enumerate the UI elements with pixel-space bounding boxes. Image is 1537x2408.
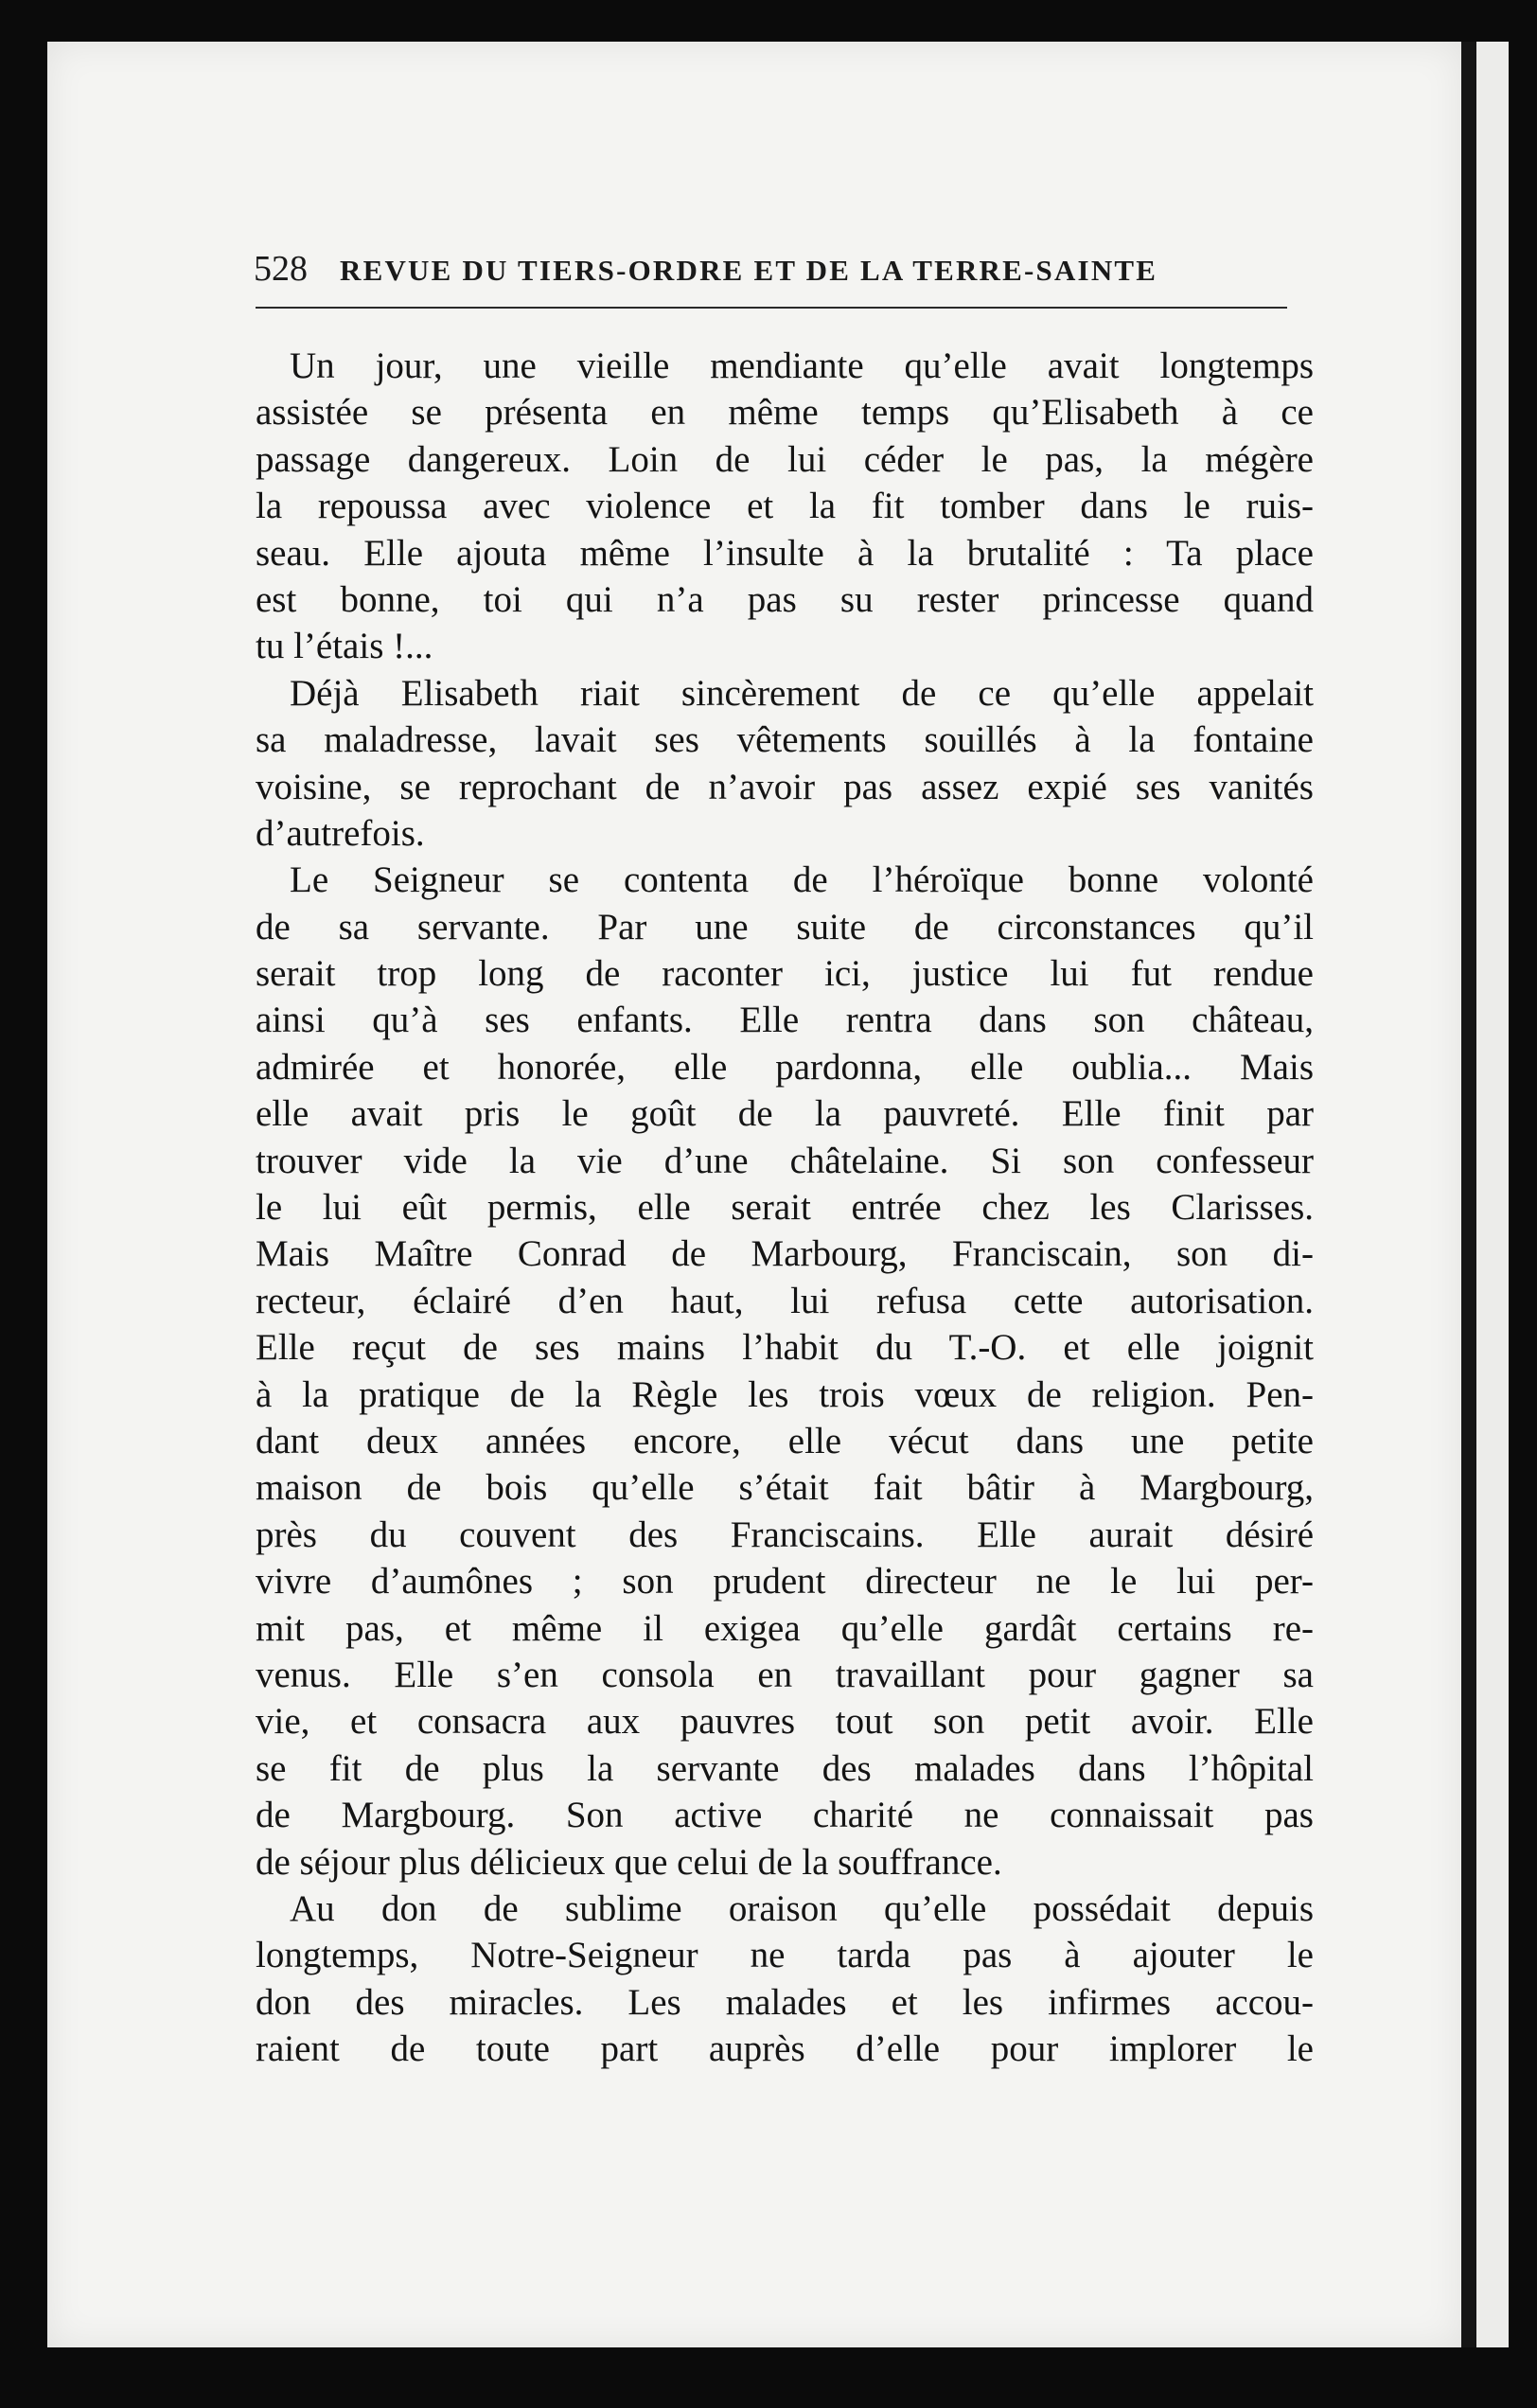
- text-line: vie, et consacra aux pauvres tout son petit avoir. Elle: [256, 1701, 1314, 1743]
- text-line: longtemps, Notre-Seigneur ne tarda pas à ajouter le: [256, 1935, 1314, 1976]
- text-line: tu l’étais !...: [256, 626, 433, 667]
- text-line: ainsi qu’à ses enfants. Elle rentra dans son château,: [256, 1000, 1314, 1041]
- text-line: d’autrefois.: [256, 812, 425, 854]
- text-line: trouver vide la vie d’une châtelaine. Si son confesseur: [256, 1140, 1314, 1181]
- text-line: assistée se présenta en même temps qu’Elisabeth à ce: [256, 392, 1314, 434]
- text-line: Déjà Elisabeth riait sincèrement de ce qu’elle appelait: [290, 672, 1314, 714]
- text-line: recteur, éclairé d’en haut, lui refusa cette autorisation.: [256, 1280, 1314, 1321]
- text-line: passage dangereux. Loin de lui céder le pas, la mégère: [256, 438, 1314, 480]
- text-line: la repoussa avec violence et la fit tomber dans le ruis-: [256, 486, 1314, 527]
- text-line: seau. Elle ajouta même l’insulte à la brutalité : Ta place: [256, 532, 1314, 574]
- text-line: de sa servante. Par une suite de circonstances qu’il: [256, 906, 1314, 947]
- text-line: de séjour plus délicieux que celui de la souffrance.: [256, 1841, 1002, 1883]
- paragraph: [256, 343, 1314, 670]
- text-line: se fit de plus la servante des malades dans l’hôpital: [256, 1747, 1314, 1789]
- text-line: don des miracles. Les malades et les infirmes accou-: [256, 1981, 1314, 2023]
- text-line: raient de toute part auprès d’elle pour implorer le: [256, 2028, 1314, 2070]
- text-line: Le Seigneur se contenta de l’héroïque bonne volonté: [290, 859, 1314, 901]
- text-line: venus. Elle s’en consola en travaillant pour gagner sa: [256, 1654, 1314, 1695]
- journal-title: REVUE DU TIERS-ORDRE ET DE LA TERRE-SAINTE: [340, 254, 1158, 287]
- text-line: voisine, se reprochant de n’avoir pas assez expié ses vanités: [256, 766, 1314, 807]
- text-line: Elle reçut de ses mains l’habit du T.-O. et elle joignit: [256, 1327, 1314, 1369]
- text-line: Un jour, une vieille mendiante qu’elle avait longtemps: [290, 345, 1314, 386]
- text-line: à la pratique de la Règle les trois vœux de religion. Pen-: [256, 1373, 1314, 1415]
- text-line: vivre d’aumônes ; son prudent directeur ne le lui per-: [256, 1561, 1314, 1602]
- text-line: sa maladresse, lavait ses vêtements souillés à la fontaine: [256, 719, 1314, 761]
- page-gutter: [1461, 42, 1476, 2347]
- text-line: est bonne, toi qui n’a pas su rester princesse quand: [256, 578, 1314, 620]
- text-line: près du couvent des Franciscains. Elle aurait désiré: [256, 1514, 1314, 1555]
- text-line: Mais Maître Conrad de Marbourg, Franciscain, son di-: [256, 1233, 1314, 1275]
- running-head: [254, 248, 1287, 295]
- page-number: 528: [254, 249, 308, 289]
- paragraph: [256, 857, 1314, 1886]
- facing-page-edge: [1476, 42, 1509, 2347]
- text-line: mit pas, et même il exigea qu’elle gardât certains re-: [256, 1607, 1314, 1649]
- body-text: [256, 343, 1314, 2072]
- header-rule: [256, 307, 1287, 309]
- paragraph: [256, 1886, 1314, 2073]
- text-line: serait trop long de raconter ici, justice lui fut rendue: [256, 953, 1314, 995]
- text-line: maison de bois qu’elle s’était fait bâtir à Margbourg,: [256, 1467, 1314, 1509]
- text-line: dant deux années encore, elle vécut dans une petite: [256, 1420, 1314, 1461]
- text-line: Au don de sublime oraison qu’elle possédait depuis: [290, 1887, 1314, 1929]
- paragraph: [256, 670, 1314, 858]
- text-line: admirée et honorée, elle pardonna, elle oublia... Mais: [256, 1046, 1314, 1088]
- text-line: de Margbourg. Son active charité ne connaissait pas: [256, 1795, 1314, 1836]
- text-line: elle avait pris le goût de la pauvreté. Elle finit par: [256, 1093, 1314, 1135]
- text-line: le lui eût permis, elle serait entrée chez les Clarisses.: [256, 1187, 1314, 1229]
